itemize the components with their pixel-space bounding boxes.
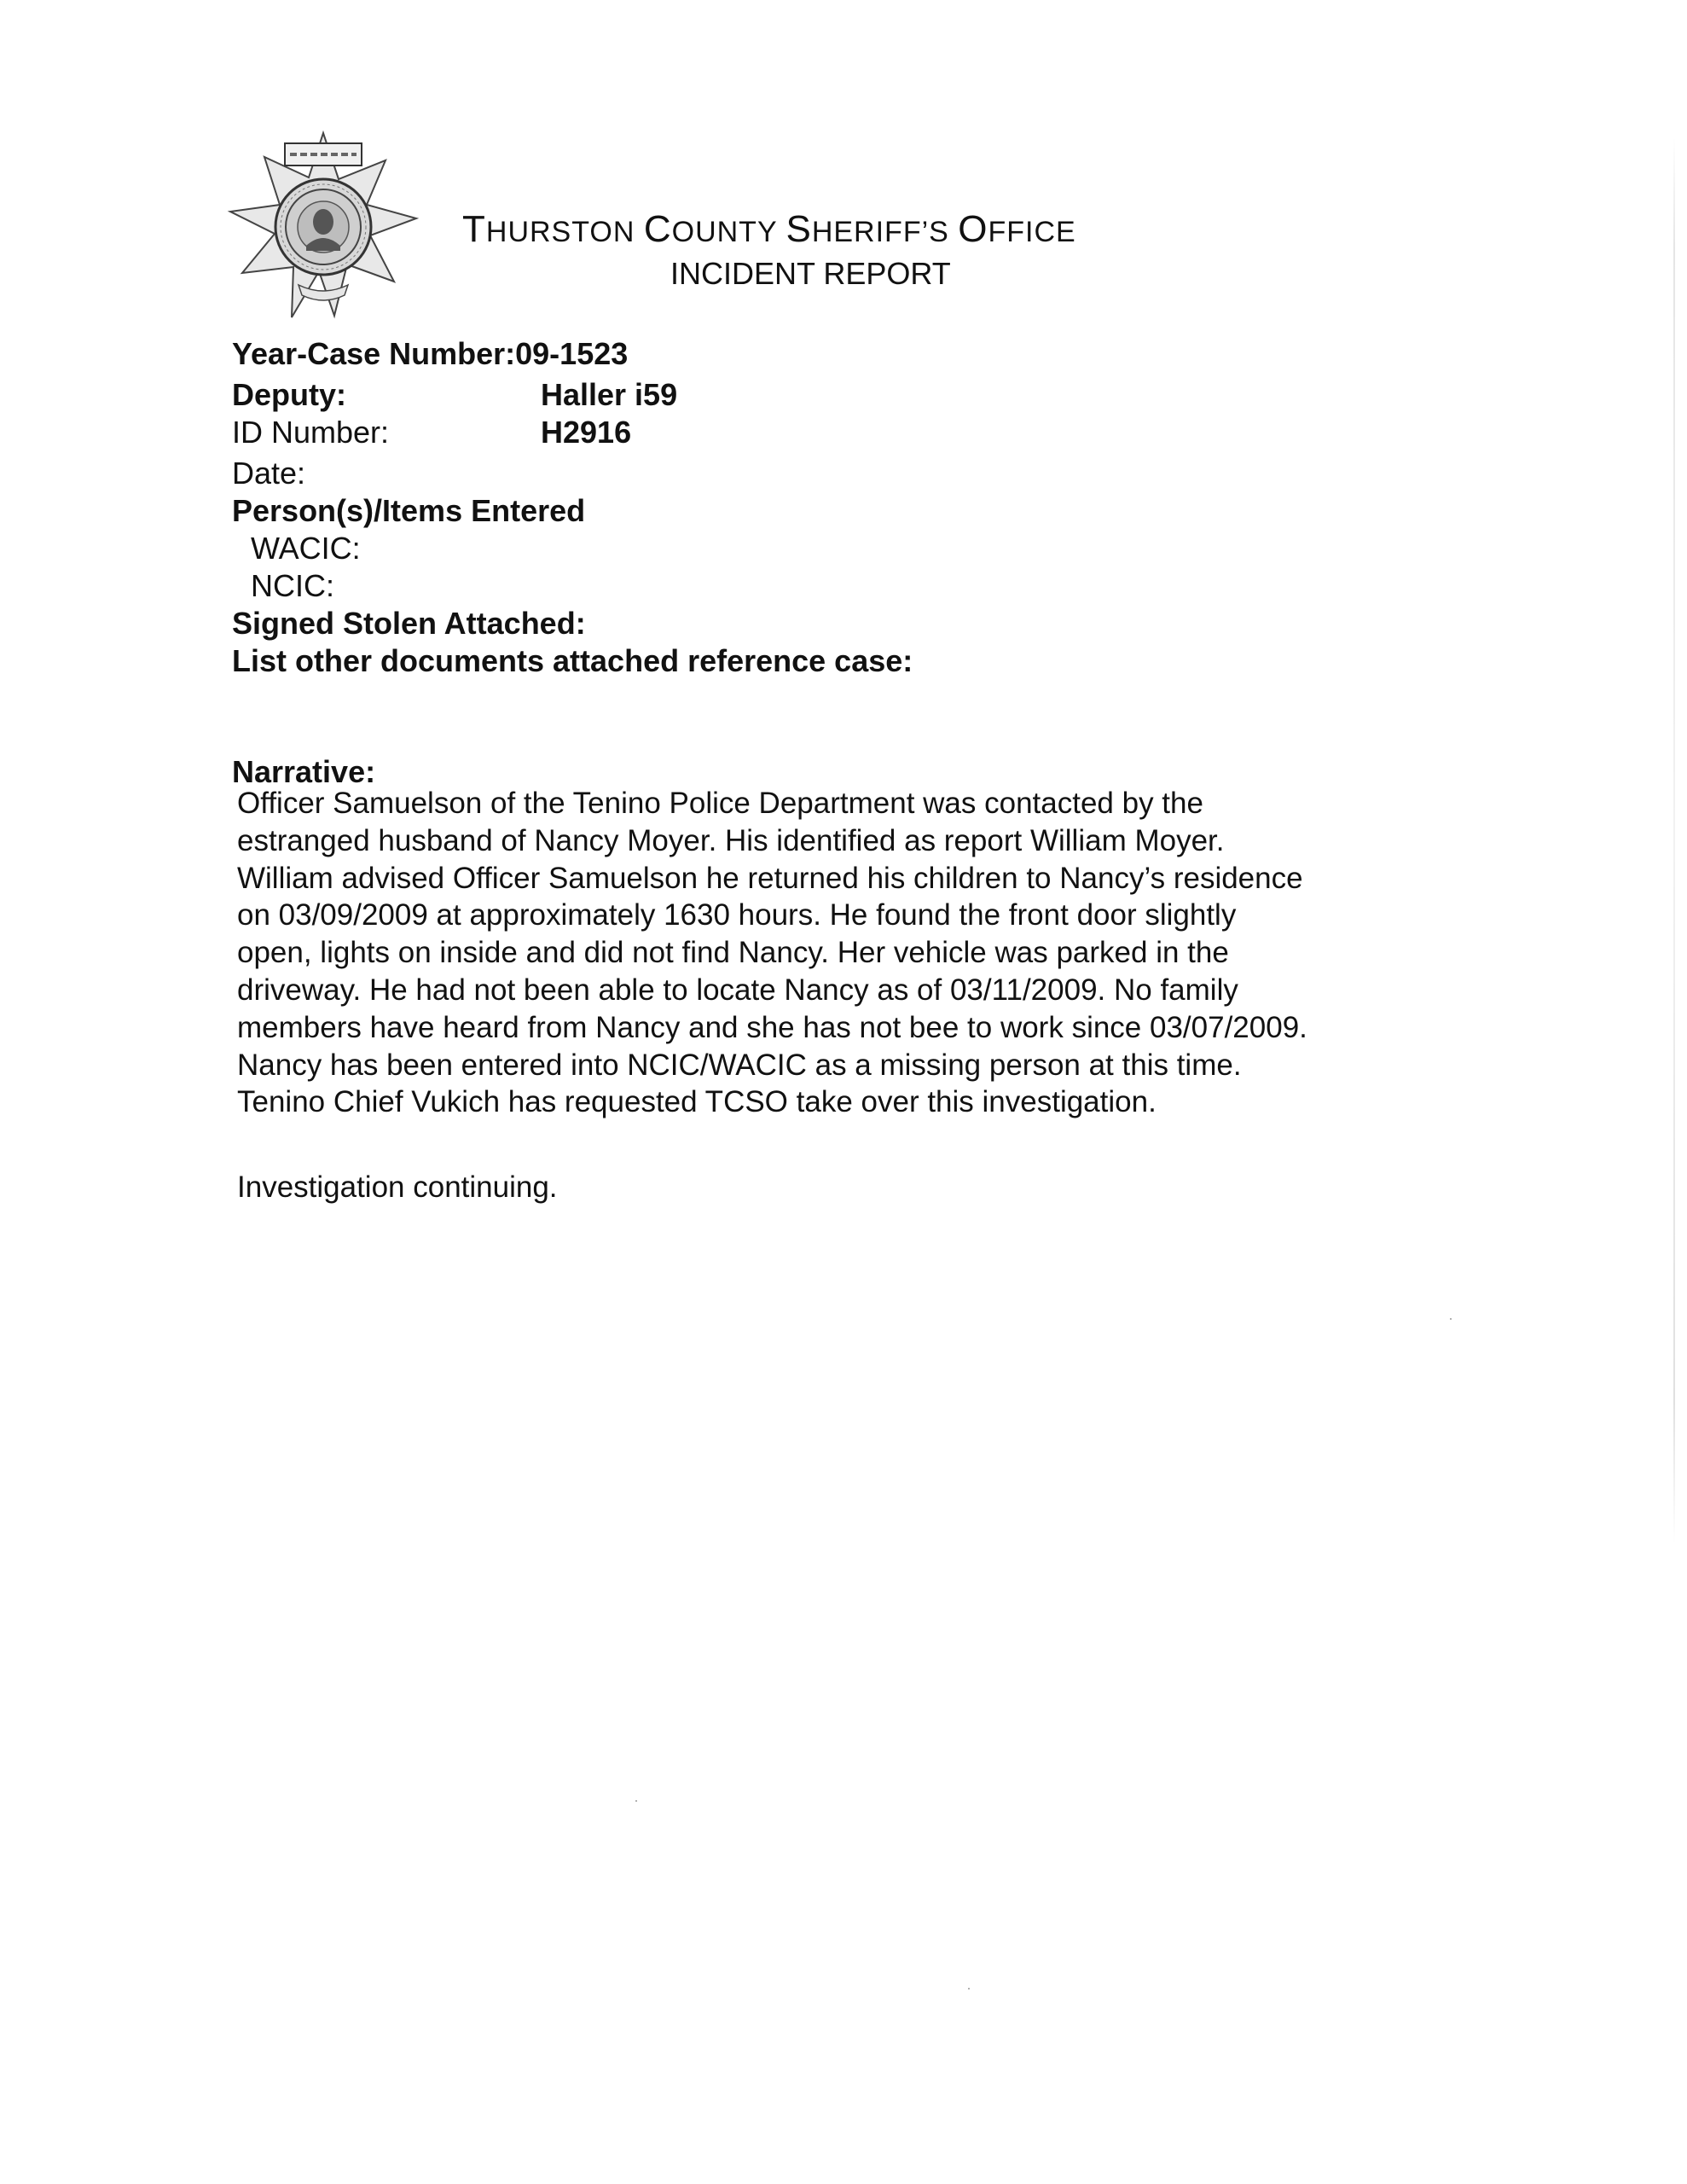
report-fields: [232, 335, 913, 680]
narrative-body: [237, 785, 1448, 1121]
date-label: Date:: [232, 456, 306, 491]
field-date: [232, 455, 913, 492]
scan-speck: [968, 1988, 970, 1989]
other-documents-label: List other documents attached reference case:: [232, 643, 913, 678]
agency-title: [462, 208, 1076, 251]
field-case-number: [232, 335, 913, 376]
report-title: INCIDENT REPORT: [670, 256, 951, 291]
narrative-heading: Narrative:: [232, 754, 376, 789]
deputy-value: Haller i59: [541, 377, 678, 412]
field-id-number: [232, 414, 913, 455]
narrative-line: William advised Officer Samuelson he returned his children to Nancy’s residence: [237, 861, 1303, 895]
field-signed-stolen: [232, 605, 913, 642]
field-persons-items: [232, 492, 913, 530]
narrative-line: open, lights on inside and did not find Nancy. Her vehicle was parked in the: [237, 936, 1229, 970]
narrative-line: estranged husband of Nancy Moyer. His identified as report William Moyer.: [237, 823, 1225, 857]
ncic-label: NCIC:: [251, 568, 334, 603]
agency-title-letter: C: [643, 208, 672, 250]
agency-title-part: HERIFF’S: [811, 216, 959, 248]
agency-title-part: FFICE: [988, 216, 1076, 248]
field-deputy: [232, 376, 913, 414]
agency-title-letter: S: [786, 208, 812, 250]
agency-title-letter: T: [462, 208, 486, 250]
scan-speck: [635, 1800, 637, 1802]
id-number-label: ID Number:: [232, 415, 390, 450]
field-other-documents: [232, 642, 913, 680]
field-ncic: [232, 567, 913, 605]
agency-title-part: OUNTY: [671, 216, 786, 248]
case-number-label: Year-Case Number:: [232, 336, 516, 371]
field-wacic: [232, 530, 913, 567]
sheriff-star-badge-icon: [223, 126, 424, 327]
closing-statement: Investigation continuing.: [237, 1170, 558, 1204]
narrative-line: Tenino Chief Vukich has requested TCSO take over this investigation.: [237, 1085, 1157, 1119]
narrative-line: on 03/09/2009 at approximately 1630 hours. He found the front door slightly: [237, 898, 1237, 932]
wacic-label: WACIC:: [251, 531, 361, 566]
scan-edge-artifact: [1673, 136, 1675, 1544]
signed-stolen-label: Signed Stolen Attached:: [232, 606, 586, 641]
narrative-line: Officer Samuelson of the Tenino Police Department was contacted by the: [237, 787, 1203, 820]
narrative-line: driveway. He had not been able to locate Nancy as of 03/11/2009. No family: [237, 973, 1238, 1007]
narrative-line: members have heard from Nancy and she has not bee to work since 03/07/2009.: [237, 1010, 1307, 1044]
scan-speck: [1450, 1318, 1452, 1320]
agency-title-part: HURSTON: [485, 216, 644, 248]
narrative-line: Nancy has been entered into NCIC/WACIC as a missing person at this time.: [237, 1048, 1242, 1082]
id-number-value: H2916: [541, 415, 632, 450]
case-number-value: 09-1523: [515, 336, 629, 371]
persons-items-label: Person(s)/Items Entered: [232, 493, 586, 528]
deputy-label: Deputy:: [232, 377, 346, 412]
agency-title-letter: O: [958, 208, 988, 250]
